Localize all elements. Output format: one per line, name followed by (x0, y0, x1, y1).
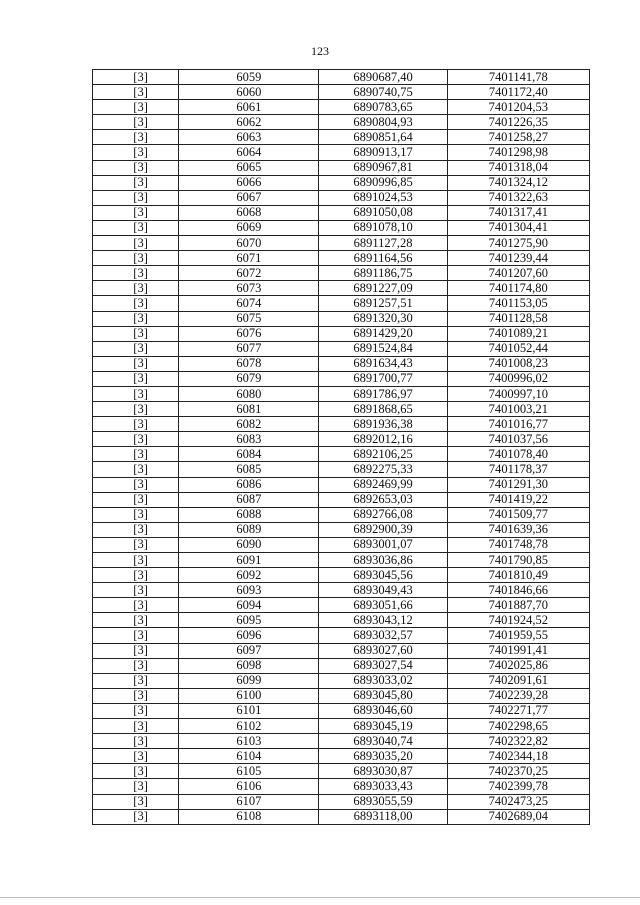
source-ref-cell: [3] (93, 779, 179, 794)
table-row (93, 175, 590, 190)
y-coordinate-cell: 7400997,10 (447, 386, 589, 401)
table-row (93, 341, 590, 356)
y-coordinate-cell: 7401239,44 (447, 251, 589, 266)
source-ref-cell: [3] (93, 130, 179, 145)
x-coordinate-cell: 6891257,51 (319, 296, 447, 311)
table-row (93, 794, 590, 809)
point-number-cell: 6068 (179, 205, 319, 220)
y-coordinate-cell: 7401153,05 (447, 296, 589, 311)
point-number-cell: 6094 (179, 598, 319, 613)
point-number-cell: 6098 (179, 658, 319, 673)
point-number-cell: 6097 (179, 643, 319, 658)
x-coordinate-cell: 6893043,12 (319, 613, 447, 628)
x-coordinate-cell: 6893045,80 (319, 688, 447, 703)
source-ref-cell: [3] (93, 100, 179, 115)
x-coordinate-cell: 6890740,75 (319, 85, 447, 100)
y-coordinate-cell: 7402298,65 (447, 719, 589, 734)
coordinates-table (92, 69, 590, 825)
source-ref-cell: [3] (93, 537, 179, 552)
source-ref-cell: [3] (93, 568, 179, 583)
x-coordinate-cell: 6890996,85 (319, 175, 447, 190)
source-ref-cell: [3] (93, 719, 179, 734)
source-ref-cell: [3] (93, 281, 179, 296)
table-row (93, 462, 590, 477)
source-ref-cell: [3] (93, 356, 179, 371)
y-coordinate-cell: 7401275,90 (447, 236, 589, 251)
x-coordinate-cell: 6892653,03 (319, 492, 447, 507)
y-coordinate-cell: 7401008,23 (447, 356, 589, 371)
x-coordinate-cell: 6892766,08 (319, 507, 447, 522)
y-coordinate-cell: 7401003,21 (447, 402, 589, 417)
y-coordinate-cell: 7401322,63 (447, 190, 589, 205)
table-row (93, 568, 590, 583)
table-row (93, 251, 590, 266)
y-coordinate-cell: 7401419,22 (447, 492, 589, 507)
table-row (93, 643, 590, 658)
y-coordinate-cell: 7402344,18 (447, 749, 589, 764)
table-row (93, 764, 590, 779)
source-ref-cell: [3] (93, 190, 179, 205)
x-coordinate-cell: 6891936,38 (319, 417, 447, 432)
source-ref-cell: [3] (93, 386, 179, 401)
point-number-cell: 6078 (179, 356, 319, 371)
source-ref-cell: [3] (93, 85, 179, 100)
bottom-rule (0, 897, 640, 898)
x-coordinate-cell: 6890967,81 (319, 160, 447, 175)
point-number-cell: 6105 (179, 764, 319, 779)
y-coordinate-cell: 7401052,44 (447, 341, 589, 356)
y-coordinate-cell: 7401174,80 (447, 281, 589, 296)
point-number-cell: 6103 (179, 734, 319, 749)
x-coordinate-cell: 6891078,10 (319, 220, 447, 235)
point-number-cell: 6061 (179, 100, 319, 115)
point-number-cell: 6085 (179, 462, 319, 477)
source-ref-cell: [3] (93, 658, 179, 673)
source-ref-cell: [3] (93, 160, 179, 175)
table-row (93, 432, 590, 447)
source-ref-cell: [3] (93, 809, 179, 824)
y-coordinate-cell: 7401317,41 (447, 205, 589, 220)
x-coordinate-cell: 6890783,65 (319, 100, 447, 115)
point-number-cell: 6081 (179, 402, 319, 417)
y-coordinate-cell: 7401016,77 (447, 417, 589, 432)
point-number-cell: 6088 (179, 507, 319, 522)
source-ref-cell: [3] (93, 583, 179, 598)
x-coordinate-cell: 6891524,84 (319, 341, 447, 356)
point-number-cell: 6082 (179, 417, 319, 432)
y-coordinate-cell: 7401258,27 (447, 130, 589, 145)
y-coordinate-cell: 7402025,86 (447, 658, 589, 673)
y-coordinate-cell: 7401991,41 (447, 643, 589, 658)
table-row (93, 190, 590, 205)
point-number-cell: 6104 (179, 749, 319, 764)
x-coordinate-cell: 6891868,65 (319, 402, 447, 417)
x-coordinate-cell: 6891786,97 (319, 386, 447, 401)
point-number-cell: 6070 (179, 236, 319, 251)
x-coordinate-cell: 6892275,33 (319, 462, 447, 477)
source-ref-cell: [3] (93, 477, 179, 492)
table-row (93, 85, 590, 100)
source-ref-cell: [3] (93, 296, 179, 311)
table-row (93, 145, 590, 160)
y-coordinate-cell: 7401810,49 (447, 568, 589, 583)
table-row (93, 492, 590, 507)
table-row (93, 402, 590, 417)
x-coordinate-cell: 6893051,66 (319, 598, 447, 613)
y-coordinate-cell: 7401846,66 (447, 583, 589, 598)
point-number-cell: 6086 (179, 477, 319, 492)
x-coordinate-cell: 6891320,30 (319, 311, 447, 326)
point-number-cell: 6066 (179, 175, 319, 190)
table-row (93, 809, 590, 824)
table-row (93, 583, 590, 598)
y-coordinate-cell: 7401089,21 (447, 326, 589, 341)
point-number-cell: 6099 (179, 673, 319, 688)
x-coordinate-cell: 6891186,75 (319, 266, 447, 281)
source-ref-cell: [3] (93, 341, 179, 356)
source-ref-cell: [3] (93, 251, 179, 266)
table-row (93, 553, 590, 568)
x-coordinate-cell: 6893033,43 (319, 779, 447, 794)
y-coordinate-cell: 7401639,36 (447, 522, 589, 537)
source-ref-cell: [3] (93, 522, 179, 537)
y-coordinate-cell: 7401790,85 (447, 553, 589, 568)
source-ref-cell: [3] (93, 492, 179, 507)
x-coordinate-cell: 6893033,02 (319, 673, 447, 688)
table-row (93, 658, 590, 673)
source-ref-cell: [3] (93, 175, 179, 190)
y-coordinate-cell: 7401748,78 (447, 537, 589, 552)
source-ref-cell: [3] (93, 417, 179, 432)
point-number-cell: 6075 (179, 311, 319, 326)
table-row (93, 220, 590, 235)
source-ref-cell: [3] (93, 70, 179, 85)
source-ref-cell: [3] (93, 371, 179, 386)
y-coordinate-cell: 7401207,60 (447, 266, 589, 281)
table-row (93, 417, 590, 432)
x-coordinate-cell: 6891634,43 (319, 356, 447, 371)
source-ref-cell: [3] (93, 432, 179, 447)
point-number-cell: 6087 (179, 492, 319, 507)
x-coordinate-cell: 6893001,07 (319, 537, 447, 552)
y-coordinate-cell: 7401959,55 (447, 628, 589, 643)
y-coordinate-cell: 7402689,04 (447, 809, 589, 824)
source-ref-cell: [3] (93, 236, 179, 251)
source-ref-cell: [3] (93, 764, 179, 779)
point-number-cell: 6093 (179, 583, 319, 598)
page-number: 123 (311, 44, 329, 58)
table-row (93, 703, 590, 718)
source-ref-cell: [3] (93, 326, 179, 341)
table-row (93, 296, 590, 311)
table-row (93, 205, 590, 220)
point-number-cell: 6069 (179, 220, 319, 235)
source-ref-cell: [3] (93, 507, 179, 522)
table-row (93, 386, 590, 401)
x-coordinate-cell: 6890851,64 (319, 130, 447, 145)
table-row (93, 628, 590, 643)
source-ref-cell: [3] (93, 688, 179, 703)
point-number-cell: 6077 (179, 341, 319, 356)
point-number-cell: 6107 (179, 794, 319, 809)
table-row (93, 537, 590, 552)
table-row (93, 326, 590, 341)
x-coordinate-cell: 6893032,57 (319, 628, 447, 643)
x-coordinate-cell: 6893027,54 (319, 658, 447, 673)
point-number-cell: 6067 (179, 190, 319, 205)
y-coordinate-cell: 7401324,12 (447, 175, 589, 190)
y-coordinate-cell: 7401291,30 (447, 477, 589, 492)
point-number-cell: 6076 (179, 326, 319, 341)
x-coordinate-cell: 6893027,60 (319, 643, 447, 658)
table-row (93, 779, 590, 794)
x-coordinate-cell: 6890913,17 (319, 145, 447, 160)
y-coordinate-cell: 7401204,53 (447, 100, 589, 115)
source-ref-cell: [3] (93, 749, 179, 764)
point-number-cell: 6090 (179, 537, 319, 552)
source-ref-cell: [3] (93, 220, 179, 235)
y-coordinate-cell: 7401037,56 (447, 432, 589, 447)
table-row (93, 160, 590, 175)
point-number-cell: 6084 (179, 447, 319, 462)
source-ref-cell: [3] (93, 598, 179, 613)
y-coordinate-cell: 7402473,25 (447, 794, 589, 809)
point-number-cell: 6095 (179, 613, 319, 628)
source-ref-cell: [3] (93, 643, 179, 658)
point-number-cell: 6106 (179, 779, 319, 794)
point-number-cell: 6059 (179, 70, 319, 85)
table-row (93, 115, 590, 130)
x-coordinate-cell: 6893035,20 (319, 749, 447, 764)
source-ref-cell: [3] (93, 794, 179, 809)
x-coordinate-cell: 6891164,56 (319, 251, 447, 266)
source-ref-cell: [3] (93, 462, 179, 477)
y-coordinate-cell: 7402399,78 (447, 779, 589, 794)
table-row (93, 719, 590, 734)
y-coordinate-cell: 7401226,35 (447, 115, 589, 130)
table-body (93, 70, 590, 825)
x-coordinate-cell: 6891227,09 (319, 281, 447, 296)
y-coordinate-cell: 7402091,61 (447, 673, 589, 688)
x-coordinate-cell: 6891700,77 (319, 371, 447, 386)
table-row (93, 673, 590, 688)
table-row (93, 266, 590, 281)
table-row (93, 236, 590, 251)
point-number-cell: 6074 (179, 296, 319, 311)
point-number-cell: 6071 (179, 251, 319, 266)
point-number-cell: 6102 (179, 719, 319, 734)
x-coordinate-cell: 6892900,39 (319, 522, 447, 537)
y-coordinate-cell: 7401178,37 (447, 462, 589, 477)
x-coordinate-cell: 6893046,60 (319, 703, 447, 718)
table-row (93, 311, 590, 326)
point-number-cell: 6072 (179, 266, 319, 281)
table-row (93, 371, 590, 386)
source-ref-cell: [3] (93, 673, 179, 688)
table-row (93, 734, 590, 749)
table-row (93, 447, 590, 462)
point-number-cell: 6100 (179, 688, 319, 703)
point-number-cell: 6108 (179, 809, 319, 824)
y-coordinate-cell: 7401141,78 (447, 70, 589, 85)
table-row (93, 507, 590, 522)
table-row (93, 522, 590, 537)
point-number-cell: 6065 (179, 160, 319, 175)
y-coordinate-cell: 7401128,58 (447, 311, 589, 326)
point-number-cell: 6060 (179, 85, 319, 100)
y-coordinate-cell: 7401509,77 (447, 507, 589, 522)
point-number-cell: 6073 (179, 281, 319, 296)
source-ref-cell: [3] (93, 145, 179, 160)
x-coordinate-cell: 6891024,53 (319, 190, 447, 205)
source-ref-cell: [3] (93, 447, 179, 462)
point-number-cell: 6064 (179, 145, 319, 160)
source-ref-cell: [3] (93, 402, 179, 417)
source-ref-cell: [3] (93, 311, 179, 326)
x-coordinate-cell: 6893045,19 (319, 719, 447, 734)
point-number-cell: 6089 (179, 522, 319, 537)
source-ref-cell: [3] (93, 266, 179, 281)
y-coordinate-cell: 7401304,41 (447, 220, 589, 235)
point-number-cell: 6092 (179, 568, 319, 583)
y-coordinate-cell: 7402370,25 (447, 764, 589, 779)
point-number-cell: 6079 (179, 371, 319, 386)
y-coordinate-cell: 7401924,52 (447, 613, 589, 628)
x-coordinate-cell: 6893045,56 (319, 568, 447, 583)
x-coordinate-cell: 6893049,43 (319, 583, 447, 598)
y-coordinate-cell: 7400996,02 (447, 371, 589, 386)
y-coordinate-cell: 7401172,40 (447, 85, 589, 100)
y-coordinate-cell: 7402239,28 (447, 688, 589, 703)
point-number-cell: 6083 (179, 432, 319, 447)
y-coordinate-cell: 7402322,82 (447, 734, 589, 749)
source-ref-cell: [3] (93, 703, 179, 718)
x-coordinate-cell: 6892469,99 (319, 477, 447, 492)
y-coordinate-cell: 7401298,98 (447, 145, 589, 160)
y-coordinate-cell: 7401078,40 (447, 447, 589, 462)
source-ref-cell: [3] (93, 734, 179, 749)
point-number-cell: 6062 (179, 115, 319, 130)
source-ref-cell: [3] (93, 613, 179, 628)
table-row (93, 613, 590, 628)
x-coordinate-cell: 6893040,74 (319, 734, 447, 749)
x-coordinate-cell: 6891127,28 (319, 236, 447, 251)
point-number-cell: 6096 (179, 628, 319, 643)
source-ref-cell: [3] (93, 205, 179, 220)
x-coordinate-cell: 6893036,86 (319, 553, 447, 568)
x-coordinate-cell: 6893030,87 (319, 764, 447, 779)
table-row (93, 598, 590, 613)
x-coordinate-cell: 6892012,16 (319, 432, 447, 447)
source-ref-cell: [3] (93, 628, 179, 643)
x-coordinate-cell: 6893118,00 (319, 809, 447, 824)
x-coordinate-cell: 6890687,40 (319, 70, 447, 85)
table-row (93, 477, 590, 492)
x-coordinate-cell: 6891429,20 (319, 326, 447, 341)
y-coordinate-cell: 7402271,77 (447, 703, 589, 718)
table-row (93, 100, 590, 115)
source-ref-cell: [3] (93, 115, 179, 130)
y-coordinate-cell: 7401318,04 (447, 160, 589, 175)
table-row (93, 749, 590, 764)
y-coordinate-cell: 7401887,70 (447, 598, 589, 613)
table-row (93, 70, 590, 85)
table-row (93, 130, 590, 145)
x-coordinate-cell: 6892106,25 (319, 447, 447, 462)
point-number-cell: 6091 (179, 553, 319, 568)
x-coordinate-cell: 6890804,93 (319, 115, 447, 130)
point-number-cell: 6063 (179, 130, 319, 145)
table-row (93, 688, 590, 703)
table-row (93, 356, 590, 371)
x-coordinate-cell: 6893055,59 (319, 794, 447, 809)
table-row (93, 281, 590, 296)
point-number-cell: 6080 (179, 386, 319, 401)
x-coordinate-cell: 6891050,08 (319, 205, 447, 220)
point-number-cell: 6101 (179, 703, 319, 718)
source-ref-cell: [3] (93, 553, 179, 568)
